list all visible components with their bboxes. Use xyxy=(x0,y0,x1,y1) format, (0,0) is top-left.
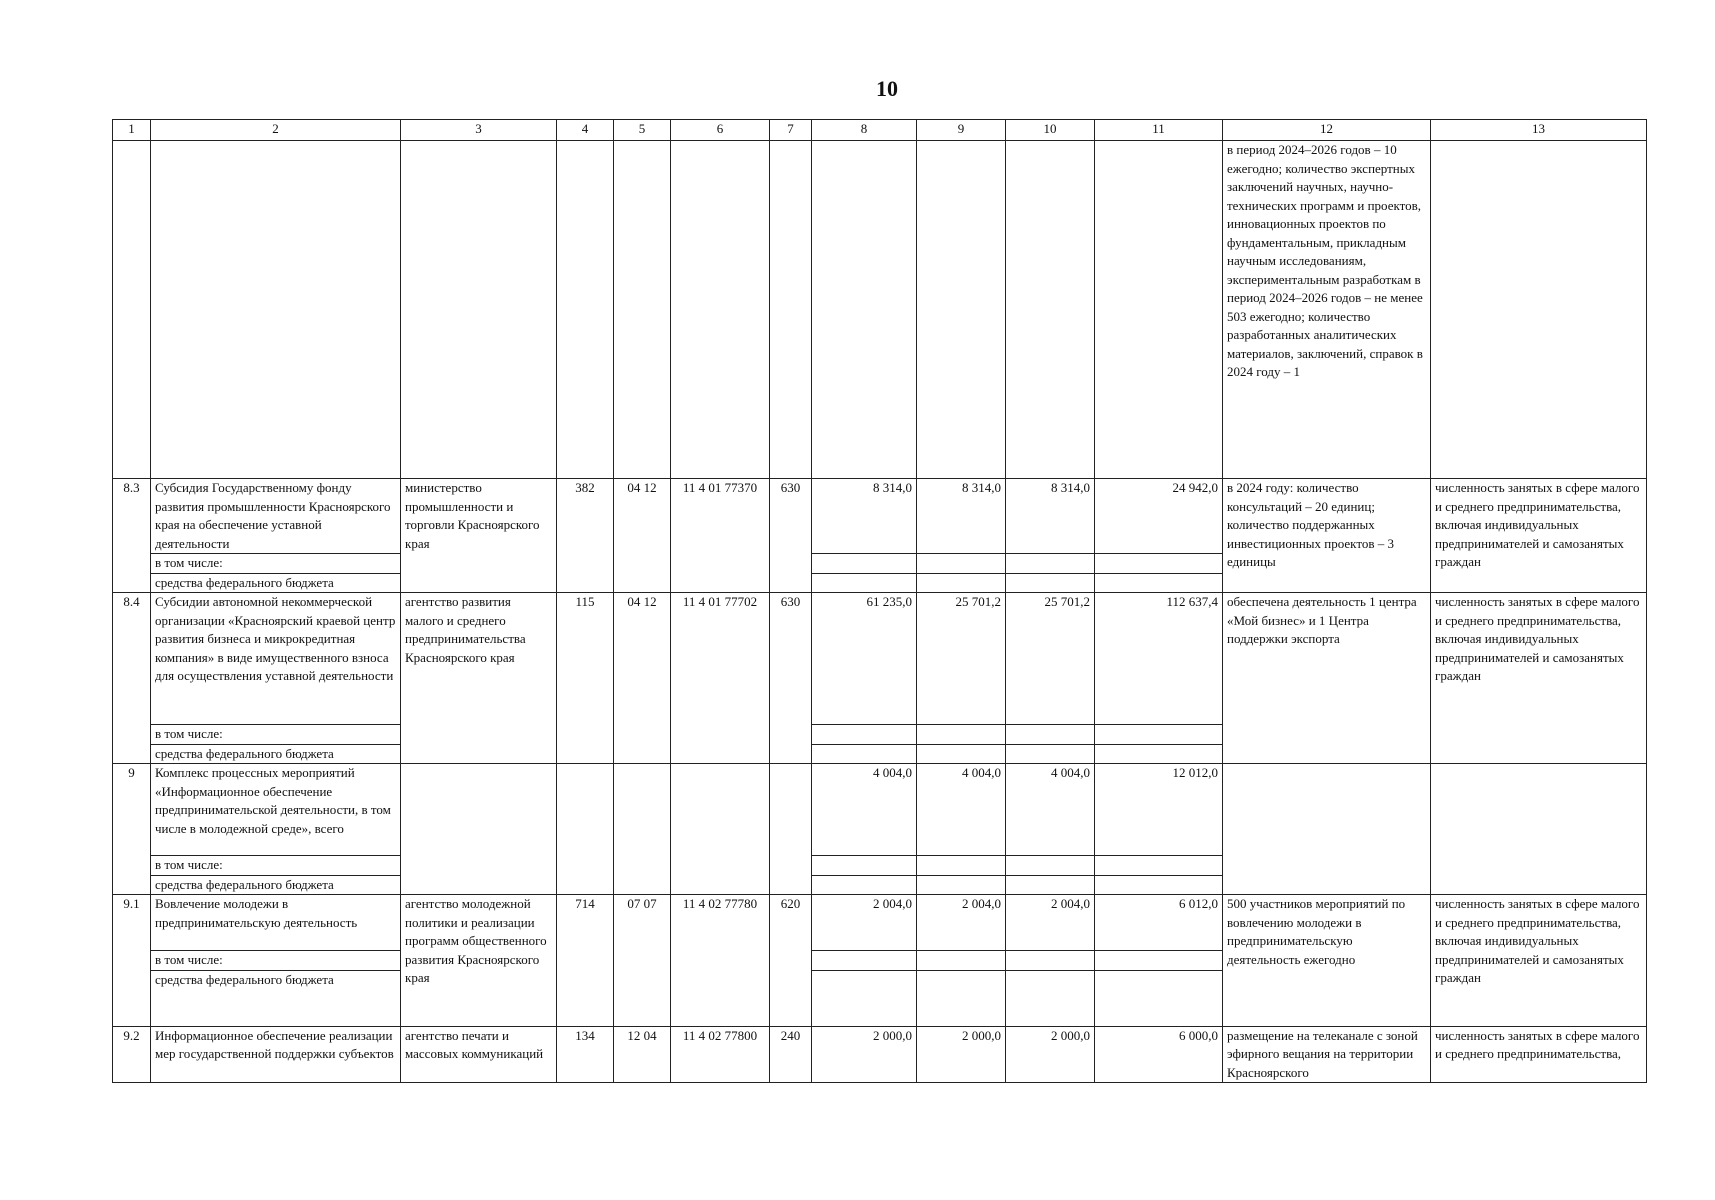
row-executor: министерство промышленности и торговли Красноярского края xyxy=(401,479,557,593)
col-header-13: 13 xyxy=(1431,120,1647,141)
col-header-12: 12 xyxy=(1223,120,1431,141)
col-header-9: 9 xyxy=(917,120,1006,141)
row-col11: 112 637,4 xyxy=(1095,593,1223,725)
page-number: 10 xyxy=(876,76,898,101)
row-executor: агентство молодежной политики и реализации программ общественного развития Красноярского края xyxy=(401,895,557,1027)
row-col10: 2 000,0 xyxy=(1006,1026,1095,1083)
row-col6: 11 4 02 77780 xyxy=(671,895,770,1027)
row-executor: агентство печати и массовых коммуникаций xyxy=(401,1026,557,1083)
row-subtitle: в том числе: xyxy=(151,856,401,876)
row-col11: 12 012,0 xyxy=(1095,764,1223,856)
row-col9: 2 000,0 xyxy=(917,1026,1006,1083)
row-col5: 04 12 xyxy=(614,593,671,764)
row-col4: 714 xyxy=(557,895,614,1027)
row-col8: 2 004,0 xyxy=(812,895,917,951)
row-name: Субсидии автономной некоммерческой организации «Красноярский краевой центр развития бизнеса и микрокредитная компания» в виде имущественного взноса для осуществления уставной деятельности xyxy=(151,593,401,725)
row-col7: 620 xyxy=(770,895,812,1027)
row-result: обеспечена деятельность 1 центра «Мой бизнес» и 1 Центра поддержки экспорта xyxy=(1223,593,1431,764)
row-indicator: численность занятых в сфере малого и среднего предпринимательства, включая индивидуальных предпринимателей и самозанятых граждан xyxy=(1431,895,1647,1027)
col-header-11: 11 xyxy=(1095,120,1223,141)
row-col10: 4 004,0 xyxy=(1006,764,1095,856)
row-col5: 07 07 xyxy=(614,895,671,1027)
row-subtitle: в том числе: xyxy=(151,951,401,971)
continuation-row xyxy=(113,141,1647,479)
col-header-6: 6 xyxy=(671,120,770,141)
col-header-10: 10 xyxy=(1006,120,1095,141)
col-header-1: 1 xyxy=(113,120,151,141)
row-number: 8.4 xyxy=(113,593,151,764)
row-col11: 6 012,0 xyxy=(1095,895,1223,951)
row-result: в 2024 году: количество консультаций – 20 единиц; количество поддержанных инвестиционных проектов – 3 единицы xyxy=(1223,479,1431,593)
table-row-8-4 xyxy=(113,593,1647,725)
row-indicator: численность занятых в сфере малого и среднего предпринимательства, включая индивидуальных предпринимателей и самозанятых граждан xyxy=(1431,479,1647,593)
row-col5: 04 12 xyxy=(614,479,671,593)
row-col4: 115 xyxy=(557,593,614,764)
row-col11: 24 942,0 xyxy=(1095,479,1223,554)
row-col9: 4 004,0 xyxy=(917,764,1006,856)
row-subtitle: средства федерального бюджета xyxy=(151,970,401,1026)
row-col7: 240 xyxy=(770,1026,812,1083)
column-header-row xyxy=(113,120,1647,141)
row-col8: 2 000,0 xyxy=(812,1026,917,1083)
row-subtitle: средства федерального бюджета xyxy=(151,573,401,593)
row-col10: 8 314,0 xyxy=(1006,479,1095,554)
row-col7: 630 xyxy=(770,593,812,764)
row-number: 9.2 xyxy=(113,1026,151,1083)
row-col8: 4 004,0 xyxy=(812,764,917,856)
row-name: Субсидия Государственному фонду развития промышленности Красноярского края на обеспечение уставной деятельности xyxy=(151,479,401,554)
row-col4: 382 xyxy=(557,479,614,593)
row-number: 8.3 xyxy=(113,479,151,593)
row-col8: 8 314,0 xyxy=(812,479,917,554)
row-col6: 11 4 02 77800 xyxy=(671,1026,770,1083)
row-col10: 2 004,0 xyxy=(1006,895,1095,951)
row-col7: 630 xyxy=(770,479,812,593)
table-row-9-1 xyxy=(113,895,1647,951)
row-col6: 11 4 01 77702 xyxy=(671,593,770,764)
row-col6: 11 4 01 77370 xyxy=(671,479,770,593)
row-col5: 12 04 xyxy=(614,1026,671,1083)
row-name: Вовлечение молодежи в предпринимательскую деятельность xyxy=(151,895,401,951)
row-subtitle: в том числе: xyxy=(151,725,401,745)
row-subtitle: средства федерального бюджета xyxy=(151,875,401,895)
col-header-3: 3 xyxy=(401,120,557,141)
row-col9: 25 701,2 xyxy=(917,593,1006,725)
row-result: размещение на телеканале с зоной эфирного вещания на территории Красноярского xyxy=(1223,1026,1431,1083)
row-number: 9.1 xyxy=(113,895,151,1027)
continuation-result: в период 2024–2026 годов – 10 ежегодно; количество экспертных заключений научных, научно-технических программ и проектов, инновационных проектов по фундаментальным, прикладным научным исследованиям, экспериментальным разработкам в период 2024–2026 годов – не менее 503 ежегодно; количество разработанных аналитических материалов, заключений, справок в 2024 году – 1 xyxy=(1223,141,1431,479)
row-subtitle: средства федерального бюджета xyxy=(151,744,401,764)
table-row-9 xyxy=(113,764,1647,856)
row-name: Информационное обеспечение реализации мер государственной поддержки субъектов xyxy=(151,1026,401,1083)
row-name: Комплекс процессных мероприятий «Информационное обеспечение предпринимательской деятельности, в том числе в молодежной среде», всего xyxy=(151,764,401,856)
col-header-2: 2 xyxy=(151,120,401,141)
table-row-8-3 xyxy=(113,479,1647,554)
program-table xyxy=(112,119,1647,1083)
row-number: 9 xyxy=(113,764,151,895)
row-col8: 61 235,0 xyxy=(812,593,917,725)
row-executor: агентство развития малого и среднего предпринимательства Красноярского края xyxy=(401,593,557,764)
row-col9: 8 314,0 xyxy=(917,479,1006,554)
row-subtitle: в том числе: xyxy=(151,554,401,574)
row-col4: 134 xyxy=(557,1026,614,1083)
row-indicator: численность занятых в сфере малого и среднего предпринимательства, xyxy=(1431,1026,1647,1083)
table-row-9-2 xyxy=(113,1026,1647,1083)
col-header-7: 7 xyxy=(770,120,812,141)
col-header-5: 5 xyxy=(614,120,671,141)
row-col9: 2 004,0 xyxy=(917,895,1006,951)
col-header-8: 8 xyxy=(812,120,917,141)
row-col11: 6 000,0 xyxy=(1095,1026,1223,1083)
row-result: 500 участников мероприятий по вовлечению молодежи в предпринимательскую деятельность ежегодно xyxy=(1223,895,1431,1027)
col-header-4: 4 xyxy=(557,120,614,141)
row-col10: 25 701,2 xyxy=(1006,593,1095,725)
row-indicator: численность занятых в сфере малого и среднего предпринимательства, включая индивидуальных предпринимателей и самозанятых граждан xyxy=(1431,593,1647,764)
